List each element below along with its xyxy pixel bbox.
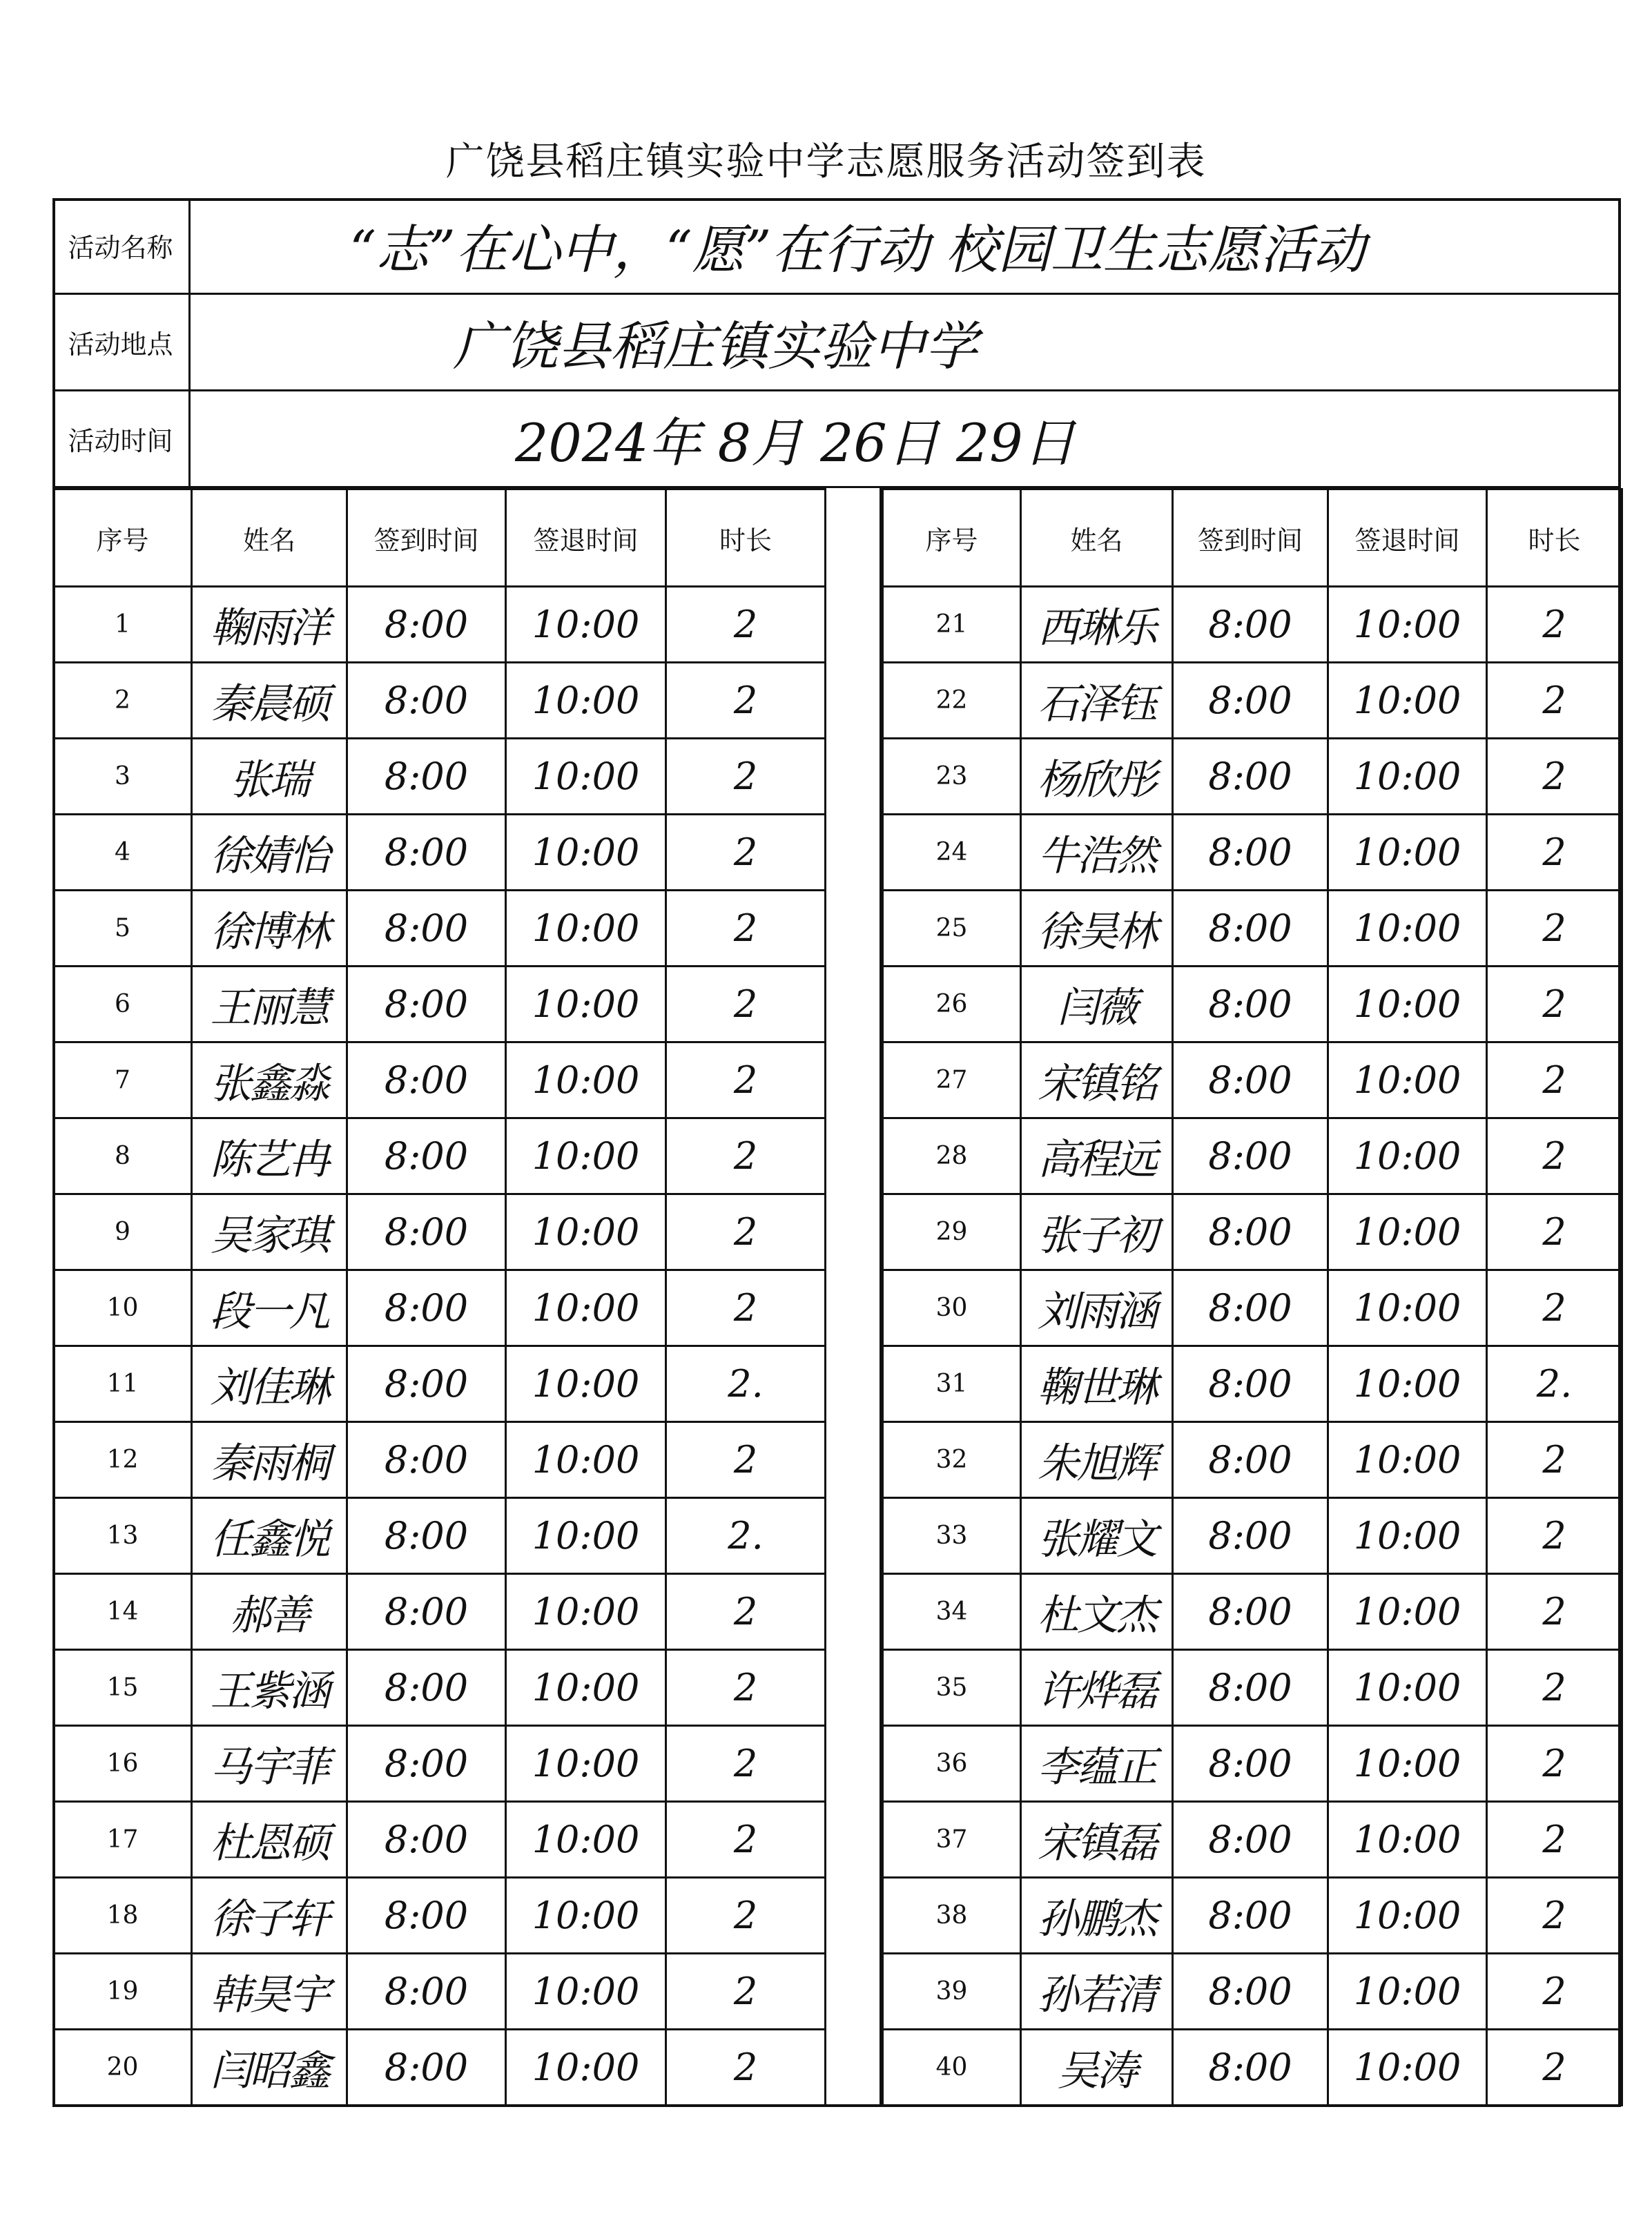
row-duration: 2 (666, 1726, 826, 1802)
activity-time-label: 活动时间 (52, 391, 191, 486)
row-signin-time: 8:00 (347, 815, 506, 891)
row-duration: 2 (1487, 1574, 1622, 1650)
row-signin-time: 8:00 (347, 1042, 506, 1118)
row-signout-time: 10:00 (1328, 1498, 1487, 1574)
row-signout-time: 10:00 (1328, 1422, 1487, 1498)
row-duration: 2 (666, 1042, 826, 1118)
table-row (883, 1118, 1622, 1194)
row-duration: 2 (666, 1270, 826, 1346)
table-row (54, 1422, 826, 1498)
row-duration: 2 (666, 739, 826, 815)
row-duration: 2 (1487, 1802, 1622, 1878)
row-signin-time: 8:00 (347, 1954, 506, 2030)
row-seq: 9 (54, 1194, 192, 1270)
table-row (883, 1042, 1622, 1118)
row-name: 徐昊林 (1021, 891, 1173, 967)
row-signout-time: 10:00 (506, 891, 666, 967)
header-seq: 序号 (54, 489, 192, 587)
table-row (883, 815, 1622, 891)
row-duration: 2 (666, 2030, 826, 2106)
row-signout-time: 10:00 (1328, 1574, 1487, 1650)
row-seq: 19 (54, 1954, 192, 2030)
header-signout-time: 签退时间 (506, 489, 666, 587)
row-duration: 2 (666, 1118, 826, 1194)
row-signin-time: 8:00 (347, 1422, 506, 1498)
row-signin-time: 8:00 (347, 1802, 506, 1878)
table-row (883, 1346, 1622, 1422)
row-signout-time: 10:00 (1328, 815, 1487, 891)
row-seq: 26 (883, 967, 1021, 1042)
row-name: 西琳乐 (1021, 587, 1173, 663)
row-signin-time: 8:00 (347, 891, 506, 967)
table-row (54, 1118, 826, 1194)
row-duration: 2 (666, 1954, 826, 2030)
row-name: 孙若清 (1021, 1954, 1173, 2030)
activity-location-label: 活动地点 (52, 295, 191, 389)
row-seq: 17 (54, 1802, 192, 1878)
row-seq: 6 (54, 967, 192, 1042)
row-duration: 2 (666, 1422, 826, 1498)
table-row (54, 1878, 826, 1954)
row-signout-time: 10:00 (506, 1650, 666, 1726)
row-signout-time: 10:00 (1328, 967, 1487, 1042)
row-signout-time: 10:00 (506, 1878, 666, 1954)
row-signin-time: 8:00 (1173, 815, 1328, 891)
signin-table-left (52, 488, 826, 2106)
row-signout-time: 10:00 (1328, 1878, 1487, 1954)
table-row (54, 1954, 826, 2030)
table-row (54, 587, 826, 663)
row-duration: 2 (1487, 587, 1622, 663)
activity-time-row (52, 391, 1621, 488)
activity-location-row (52, 295, 1621, 391)
row-signout-time: 10:00 (1328, 1954, 1487, 2030)
row-seq: 35 (883, 1650, 1021, 1726)
row-duration: 2 (1487, 1650, 1622, 1726)
row-duration: 2 (666, 663, 826, 739)
row-duration: 2 (1487, 1118, 1622, 1194)
row-name: 张耀文 (1021, 1498, 1173, 1574)
row-signin-time: 8:00 (347, 1346, 506, 1422)
row-signin-time: 8:00 (347, 2030, 506, 2106)
row-seq: 29 (883, 1194, 1021, 1270)
row-signin-time: 8:00 (1173, 2030, 1328, 2106)
row-duration: 2 (1487, 1726, 1622, 1802)
row-signin-time: 8:00 (347, 1878, 506, 1954)
row-name: 徐婧怡 (192, 815, 347, 891)
row-name: 刘雨涵 (1021, 1270, 1173, 1346)
row-seq: 18 (54, 1878, 192, 1954)
row-seq: 31 (883, 1346, 1021, 1422)
row-signin-time: 8:00 (1173, 891, 1328, 967)
row-signout-time: 10:00 (506, 1574, 666, 1650)
row-seq: 23 (883, 739, 1021, 815)
row-signin-time: 8:00 (1173, 1346, 1328, 1422)
table-row (54, 2030, 826, 2106)
row-duration: 2 (1487, 739, 1622, 815)
row-name: 张瑞 (192, 739, 347, 815)
table-row (54, 1574, 826, 1650)
table-row (54, 1498, 826, 1574)
row-signin-time: 8:00 (347, 1574, 506, 1650)
header-signin-time: 签到时间 (347, 489, 506, 587)
row-name: 刘佳琳 (192, 1346, 347, 1422)
table-row (883, 587, 1622, 663)
row-signin-time: 8:00 (347, 1270, 506, 1346)
row-seq: 20 (54, 2030, 192, 2106)
row-seq: 16 (54, 1726, 192, 1802)
table-row (54, 739, 826, 815)
row-duration: 2 (666, 1574, 826, 1650)
row-duration: 2 (666, 1802, 826, 1878)
row-duration: 2 (1487, 1194, 1622, 1270)
row-name: 王丽慧 (192, 967, 347, 1042)
row-signin-time: 8:00 (1173, 587, 1328, 663)
header-duration: 时长 (666, 489, 826, 587)
row-name: 段一凡 (192, 1270, 347, 1346)
row-name: 吴家琪 (192, 1194, 347, 1270)
row-seq: 27 (883, 1042, 1021, 1118)
row-name: 韩昊宇 (192, 1954, 347, 2030)
row-duration: 2 (1487, 663, 1622, 739)
row-signin-time: 8:00 (1173, 663, 1328, 739)
row-signout-time: 10:00 (1328, 1726, 1487, 1802)
table-row (54, 1726, 826, 1802)
row-name: 高程远 (1021, 1118, 1173, 1194)
row-seq: 8 (54, 1118, 192, 1194)
row-signin-time: 8:00 (1173, 1194, 1328, 1270)
row-name: 张鑫淼 (192, 1042, 347, 1118)
row-duration: 2 (666, 1650, 826, 1726)
row-signin-time: 8:00 (1173, 1802, 1328, 1878)
row-duration: 2. (666, 1498, 826, 1574)
header-name: 姓名 (192, 489, 347, 587)
row-signin-time: 8:00 (347, 587, 506, 663)
row-seq: 38 (883, 1878, 1021, 1954)
row-seq: 25 (883, 891, 1021, 967)
row-signout-time: 10:00 (1328, 1118, 1487, 1194)
table-row (883, 1270, 1622, 1346)
table-row (54, 1042, 826, 1118)
row-duration: 2 (666, 587, 826, 663)
row-signin-time: 8:00 (347, 1650, 506, 1726)
row-signout-time: 10:00 (506, 739, 666, 815)
row-seq: 15 (54, 1650, 192, 1726)
row-name: 牛浩然 (1021, 815, 1173, 891)
row-signout-time: 10:00 (1328, 1270, 1487, 1346)
row-signin-time: 8:00 (1173, 1650, 1328, 1726)
row-name: 杨欣彤 (1021, 739, 1173, 815)
row-signin-time: 8:00 (347, 1118, 506, 1194)
row-signin-time: 8:00 (1173, 1118, 1328, 1194)
row-name: 宋镇铭 (1021, 1042, 1173, 1118)
activity-name-label: 活动名称 (52, 198, 191, 293)
row-duration: 2 (1487, 815, 1622, 891)
row-seq: 11 (54, 1346, 192, 1422)
row-signout-time: 10:00 (506, 1498, 666, 1574)
row-seq: 1 (54, 587, 192, 663)
row-signin-time: 8:00 (347, 1194, 506, 1270)
row-name: 宋镇磊 (1021, 1802, 1173, 1878)
row-duration: 2 (1487, 891, 1622, 967)
row-duration: 2. (1487, 1346, 1622, 1422)
row-signin-time: 8:00 (1173, 1954, 1328, 2030)
row-signout-time: 10:00 (506, 1346, 666, 1422)
row-signin-time: 8:00 (1173, 1498, 1328, 1574)
header-seq: 序号 (883, 489, 1021, 587)
row-signout-time: 10:00 (1328, 587, 1487, 663)
table-row (54, 1650, 826, 1726)
row-name: 闫昭鑫 (192, 2030, 347, 2106)
row-name: 秦晨硕 (192, 663, 347, 739)
row-duration: 2 (1487, 1270, 1622, 1346)
row-name: 吴涛 (1021, 2030, 1173, 2106)
row-seq: 34 (883, 1574, 1021, 1650)
table-row (54, 1270, 826, 1346)
table-row (883, 739, 1622, 815)
row-duration: 2 (1487, 967, 1622, 1042)
row-signout-time: 10:00 (506, 1802, 666, 1878)
row-signin-time: 8:00 (1173, 1042, 1328, 1118)
table-row (883, 891, 1622, 967)
table-row (883, 1422, 1622, 1498)
row-duration: 2 (1487, 1954, 1622, 2030)
table-header-row (883, 489, 1622, 587)
row-signout-time: 10:00 (1328, 1194, 1487, 1270)
table-row (54, 815, 826, 891)
row-signout-time: 10:00 (506, 1726, 666, 1802)
row-signout-time: 10:00 (506, 1270, 666, 1346)
row-seq: 4 (54, 815, 192, 891)
row-name: 鞠雨洋 (192, 587, 347, 663)
header-name: 姓名 (1021, 489, 1173, 587)
header-signout-time: 签退时间 (1328, 489, 1487, 587)
row-seq: 33 (883, 1498, 1021, 1574)
row-signin-time: 8:00 (1173, 967, 1328, 1042)
table-row (883, 1878, 1622, 1954)
row-signout-time: 10:00 (506, 1954, 666, 2030)
row-seq: 37 (883, 1802, 1021, 1878)
row-signin-time: 8:00 (1173, 1878, 1328, 1954)
row-signin-time: 8:00 (347, 663, 506, 739)
table-row (883, 1954, 1622, 2030)
row-seq: 40 (883, 2030, 1021, 2106)
row-name: 郝善 (192, 1574, 347, 1650)
row-signout-time: 10:00 (506, 2030, 666, 2106)
row-signin-time: 8:00 (1173, 1422, 1328, 1498)
row-duration: 2 (666, 967, 826, 1042)
row-seq: 32 (883, 1422, 1021, 1498)
row-seq: 3 (54, 739, 192, 815)
row-name: 秦雨桐 (192, 1422, 347, 1498)
row-duration: 2 (1487, 2030, 1622, 2106)
row-signout-time: 10:00 (506, 1042, 666, 1118)
row-seq: 12 (54, 1422, 192, 1498)
row-signout-time: 10:00 (506, 1118, 666, 1194)
row-name: 徐博林 (192, 891, 347, 967)
table-row (54, 1194, 826, 1270)
row-name: 徐子轩 (192, 1878, 347, 1954)
table-row (883, 1726, 1622, 1802)
table-row (54, 663, 826, 739)
row-signout-time: 10:00 (1328, 1346, 1487, 1422)
row-signin-time: 8:00 (347, 1498, 506, 1574)
row-name: 朱旭辉 (1021, 1422, 1173, 1498)
row-signin-time: 8:00 (347, 739, 506, 815)
table-row (54, 1802, 826, 1878)
row-signout-time: 10:00 (506, 663, 666, 739)
row-signout-time: 10:00 (1328, 739, 1487, 815)
row-duration: 2 (1487, 1042, 1622, 1118)
row-name: 杜文杰 (1021, 1574, 1173, 1650)
row-seq: 36 (883, 1726, 1021, 1802)
row-name: 孙鹏杰 (1021, 1878, 1173, 1954)
signin-table-right (882, 488, 1623, 2106)
header-signin-time: 签到时间 (1173, 489, 1328, 587)
row-signin-time: 8:00 (1173, 739, 1328, 815)
row-seq: 30 (883, 1270, 1021, 1346)
row-duration: 2 (666, 815, 826, 891)
row-seq: 39 (883, 1954, 1021, 2030)
row-seq: 14 (54, 1574, 192, 1650)
table-row (883, 1498, 1622, 1574)
row-seq: 22 (883, 663, 1021, 739)
row-name: 李蕴正 (1021, 1726, 1173, 1802)
row-signout-time: 10:00 (506, 1194, 666, 1270)
row-signin-time: 8:00 (1173, 1726, 1328, 1802)
row-signout-time: 10:00 (1328, 891, 1487, 967)
row-seq: 13 (54, 1498, 192, 1574)
row-signout-time: 10:00 (506, 967, 666, 1042)
table-row (883, 1194, 1622, 1270)
row-seq: 7 (54, 1042, 192, 1118)
row-name: 鞠世琳 (1021, 1346, 1173, 1422)
table-row (883, 2030, 1622, 2106)
table-row (883, 967, 1622, 1042)
table-row (54, 967, 826, 1042)
row-name: 许烨磊 (1021, 1650, 1173, 1726)
row-signout-time: 10:00 (506, 815, 666, 891)
row-name: 杜恩硕 (192, 1802, 347, 1878)
row-name: 闫薇 (1021, 967, 1173, 1042)
row-seq: 28 (883, 1118, 1021, 1194)
row-signout-time: 10:00 (1328, 663, 1487, 739)
row-seq: 24 (883, 815, 1021, 891)
header-duration: 时长 (1487, 489, 1622, 587)
table-row (54, 891, 826, 967)
activity-location-value: 广饶县稻庄镇实验中学 (453, 316, 978, 377)
row-name: 任鑫悦 (192, 1498, 347, 1574)
row-duration: 2 (1487, 1422, 1622, 1498)
activity-name-row (52, 198, 1621, 295)
activity-name-value: “志”在心中，“愿”在行动 校园卫生志愿活动 (349, 219, 1366, 280)
activity-time-value: 2024年 8月 26日 29日 (515, 412, 1076, 474)
row-seq: 2 (54, 663, 192, 739)
table-row (883, 1802, 1622, 1878)
center-divider (824, 488, 882, 2107)
row-name: 石泽钰 (1021, 663, 1173, 739)
page-title: 广饶县稻庄镇实验中学志愿服务活动签到表 (445, 139, 1207, 184)
row-signin-time: 8:00 (1173, 1270, 1328, 1346)
row-duration: 2 (1487, 1498, 1622, 1574)
row-duration: 2 (666, 1194, 826, 1270)
row-duration: 2. (666, 1346, 826, 1422)
row-signout-time: 10:00 (1328, 1802, 1487, 1878)
table-row (54, 1346, 826, 1422)
row-name: 王紫涵 (192, 1650, 347, 1726)
row-signin-time: 8:00 (347, 1726, 506, 1802)
row-seq: 5 (54, 891, 192, 967)
row-signin-time: 8:00 (347, 967, 506, 1042)
row-seq: 21 (883, 587, 1021, 663)
row-signout-time: 10:00 (1328, 2030, 1487, 2106)
row-signout-time: 10:00 (1328, 1042, 1487, 1118)
table-row (883, 1574, 1622, 1650)
row-duration: 2 (666, 1878, 826, 1954)
row-duration: 2 (666, 891, 826, 967)
row-name: 张子初 (1021, 1194, 1173, 1270)
table-row (883, 663, 1622, 739)
table-row (883, 1650, 1622, 1726)
table-header-row (54, 489, 826, 587)
row-signin-time: 8:00 (1173, 1574, 1328, 1650)
row-signout-time: 10:00 (506, 587, 666, 663)
row-name: 陈艺冉 (192, 1118, 347, 1194)
row-signout-time: 10:00 (506, 1422, 666, 1498)
row-seq: 10 (54, 1270, 192, 1346)
row-name: 马宇菲 (192, 1726, 347, 1802)
row-duration: 2 (1487, 1878, 1622, 1954)
row-signout-time: 10:00 (1328, 1650, 1487, 1726)
